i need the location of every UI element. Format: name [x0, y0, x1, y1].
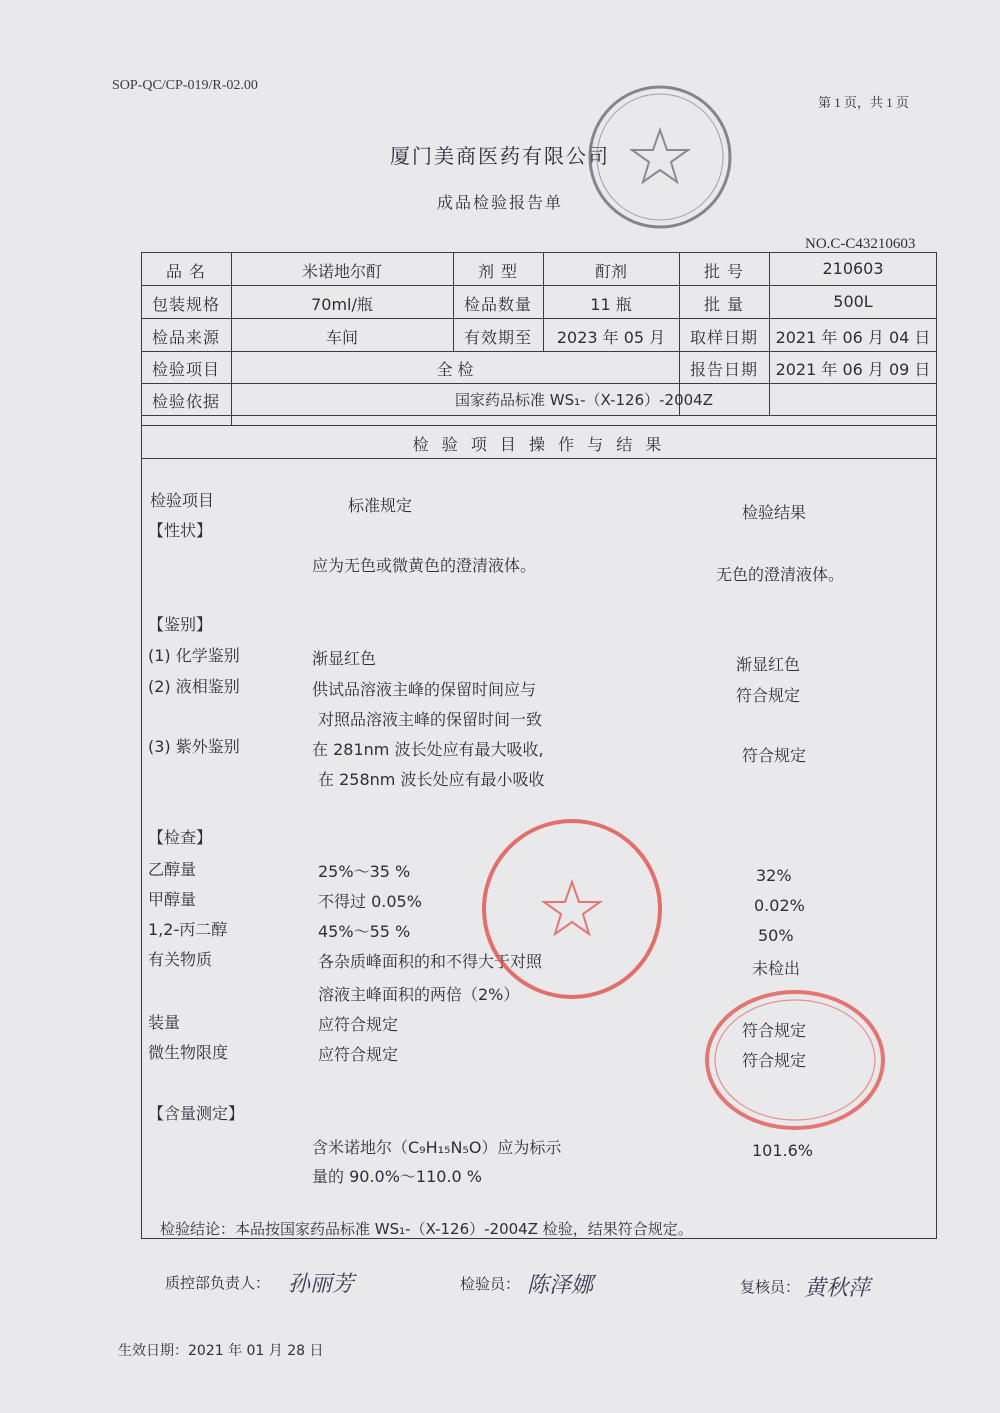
distributor-seal-red [700, 985, 890, 1135]
expiry-label: 有效期至 [463, 328, 532, 347]
sampling-date-label: 取样日期 [689, 328, 758, 347]
dosage-form-label: 剂 型 [477, 262, 519, 281]
identification-result: 符合规定 [736, 686, 801, 705]
assay-heading: 【含量测定】 [148, 1104, 245, 1123]
inspection-heading: 【检查】 [148, 828, 213, 847]
inspector-label: 检验员： [460, 1275, 521, 1293]
batch-size-label: 批 量 [703, 295, 745, 314]
test-items: 全 检 [436, 360, 474, 379]
package-spec: 70ml/瓶 [311, 295, 373, 314]
inspection-result: 未检出 [752, 959, 801, 978]
inspection-item: 甲醇量 [148, 890, 197, 909]
inspection-standard: 应符合规定 [318, 1015, 399, 1034]
inspection-standard: 25%～35 % [318, 862, 411, 881]
inspection-result: 0.02% [754, 896, 805, 915]
report-number: NO.C-C43210603 [805, 236, 916, 252]
product-name-label: 品 名 [165, 262, 207, 281]
identification-standard: 在 258nm 波长处应有最小吸收 [318, 770, 545, 789]
effective-date: 生效日期：2021 年 01 月 28 日 [118, 1343, 324, 1359]
sampling-date: 2021 年 06 月 04 日 [775, 328, 931, 347]
sample-qty-label: 检品数量 [463, 295, 532, 314]
appearance-standard: 应为无色或微黄色的澄清液体。 [312, 556, 537, 575]
supplier-seal-red [477, 814, 667, 1004]
inspection-result: 50% [758, 926, 794, 945]
appearance-heading: 【性状】 [148, 521, 213, 540]
assay-standard: 量的 90.0%～110.0 % [312, 1167, 483, 1186]
report-title: 成品检验报告单 [436, 193, 563, 212]
col-item-header: 检验项目 [150, 491, 215, 510]
appearance-result: 无色的澄清液体。 [716, 565, 845, 584]
inspector-signature: 陈泽娜 [527, 1273, 594, 1298]
inspection-standard: 应符合规定 [318, 1045, 399, 1064]
col-standard-header: 标准规定 [348, 496, 413, 515]
test-items-label: 检验项目 [151, 360, 220, 379]
identification-item: (3) 紫外鉴别 [148, 737, 240, 756]
report-date: 2021 年 06 月 09 日 [775, 360, 931, 379]
inspection-standard: 各杂质峰面积的和不得大于对照 [318, 952, 543, 971]
inspection-standard: 45%～55 % [318, 922, 411, 941]
inspection-item: 微生物限度 [148, 1043, 229, 1062]
company-name: 厦门美商医药有限公司 [390, 144, 610, 168]
product-name: 米诺地尔酊 [301, 262, 382, 281]
identification-standard: 对照品溶液主峰的保留时间一致 [318, 710, 543, 729]
identification-item: (2) 液相鉴别 [148, 677, 240, 696]
identification-heading: 【鉴别】 [148, 615, 213, 634]
assay-result: 101.6% [752, 1141, 814, 1160]
identification-standard: 渐显红色 [312, 649, 377, 668]
page-info: 第 1 页，共 1 页 [818, 95, 910, 110]
batch-no-label: 批 号 [703, 262, 745, 281]
inspection-item: 有关物质 [148, 950, 213, 969]
assay-standard: 含米诺地尔（C₉H₁₅N₅O）应为标示 [312, 1138, 562, 1157]
identification-item: (1) 化学鉴别 [148, 646, 240, 665]
inspection-item: 1,2-丙二醇 [148, 920, 228, 939]
source-label: 检品来源 [151, 328, 220, 347]
inspection-result: 符合规定 [742, 1021, 807, 1040]
test-basis: 国家药品标准 WS₁-（X-126）-2004Z [455, 391, 713, 409]
reviewer-label: 复核员： [740, 1278, 801, 1296]
dosage-form: 酊剂 [594, 262, 627, 281]
expiry: 2023 年 05 月 [556, 328, 666, 347]
qc-head-label: 质控部负责人： [165, 1274, 271, 1292]
inspection-result: 32% [756, 866, 792, 885]
inspection-result: 符合规定 [742, 1051, 807, 1070]
section-title: 检 验 项 目 操 作 与 结 果 [412, 435, 666, 454]
basis-label: 检验依据 [151, 392, 220, 411]
identification-result: 符合规定 [742, 746, 807, 765]
inspection-standard: 不得过 0.05% [318, 892, 422, 911]
report-date-label: 报告日期 [689, 360, 758, 379]
identification-standard: 供试品溶液主峰的保留时间应与 [312, 680, 537, 699]
inspection-item: 乙醇量 [148, 860, 197, 879]
inspection-item: 装量 [148, 1013, 181, 1032]
identification-result: 渐显红色 [736, 655, 801, 674]
document-code: SOP-QC/CP-019/R-02.00 [112, 78, 258, 93]
col-result-header: 检验结果 [742, 503, 807, 522]
sample-qty: 11 瓶 [590, 295, 632, 314]
identification-standard: 在 281nm 波长处应有最大吸收, [312, 740, 544, 759]
reviewer-signature: 黄秋萍 [804, 1276, 871, 1301]
inspection-standard: 溶液主峰面积的两倍（2%） [318, 985, 520, 1004]
batch-no: 210603 [822, 259, 884, 278]
source: 车间 [325, 328, 358, 347]
conclusion: 检验结论：本品按国家药品标准 WS₁-（X-126）-2004Z 检验，结果符合规定。 [160, 1220, 693, 1238]
batch-size: 500L [833, 292, 873, 311]
company-seal-gray [585, 82, 735, 232]
qc-head-signature: 孙丽芳 [288, 1272, 355, 1297]
package-spec-label: 包装规格 [151, 295, 220, 314]
